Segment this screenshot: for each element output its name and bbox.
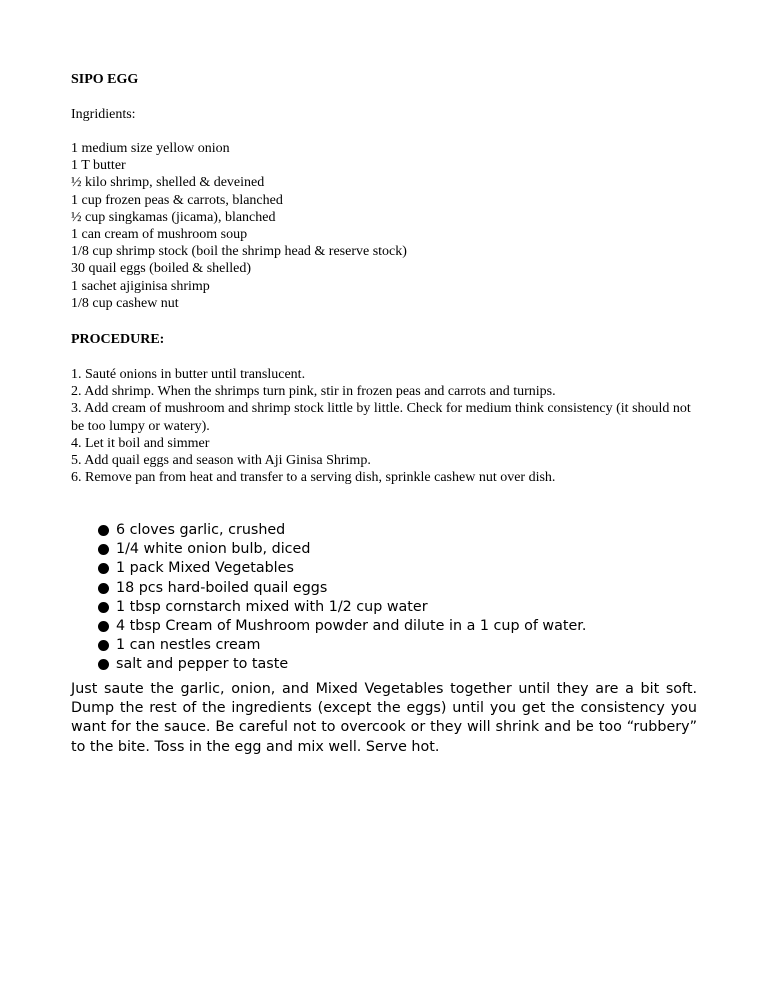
alternate-ingredient-item	[98, 540, 586, 559]
procedure-heading: PROCEDURE:	[71, 332, 165, 347]
procedure-step: 4. Let it boil and simmer	[71, 435, 210, 451]
bullet-icon	[98, 640, 109, 651]
alternate-ingredient-item	[98, 521, 586, 540]
ingredient-item: ½ kilo shrimp, shelled & deveined	[71, 175, 265, 191]
bullet-icon	[98, 583, 109, 594]
bullet-icon	[98, 563, 109, 574]
alternate-ingredient-text: salt and pepper to taste	[116, 656, 289, 673]
ingredient-item: 1 cup frozen peas & carrots, blanched	[71, 192, 283, 208]
procedure-step: 5. Add quail eggs and season with Aji Ginisa Shrimp.	[71, 453, 371, 469]
ingredients-heading: Ingridients:	[71, 107, 136, 122]
ingredient-item: 1 T butter	[71, 158, 126, 174]
bullet-icon	[98, 659, 109, 670]
alternate-ingredient-text: 1 pack Mixed Vegetables	[116, 560, 294, 577]
procedure-step: 6. Remove pan from heat and transfer to a serving dish, sprinkle cashew nut over dish.	[71, 470, 556, 486]
alternate-ingredient-text: 18 pcs hard-boiled quail eggs	[116, 579, 328, 596]
ingredient-item: 1 medium size yellow onion	[71, 141, 230, 156]
alternate-ingredient-item	[98, 655, 586, 674]
alternate-ingredients-list	[98, 521, 586, 675]
procedure-step: 1. Sauté onions in butter until translucent.	[71, 367, 306, 382]
bullet-icon	[98, 544, 109, 555]
alternate-ingredient-text: 1 can nestles cream	[116, 637, 261, 654]
alternate-ingredient-text: 4 tbsp Cream of Mushroom powder and dilute in a 1 cup of water.	[116, 618, 587, 635]
procedure-step: 2. Add shrimp. When the shrimps turn pink, stir in frozen peas and carrots and turnips.	[71, 384, 556, 400]
ingredients-list	[71, 140, 407, 312]
bullet-icon	[98, 602, 109, 613]
ingredient-item: 1/8 cup shrimp stock (boil the shrimp head & reserve stock)	[71, 244, 407, 260]
bullet-icon	[98, 525, 109, 536]
alternate-ingredient-text: 1/4 white onion bulb, diced	[116, 541, 311, 558]
ingredient-item: 1 sachet ajiginisa shrimp	[71, 278, 210, 294]
ingredient-item: ½ cup singkamas (jicama), blanched	[71, 209, 276, 225]
alternate-ingredient-item	[98, 617, 586, 636]
alternate-ingredient-item	[98, 559, 586, 578]
recipe-title: SIPO EGG	[71, 72, 139, 87]
procedure-list	[71, 366, 691, 486]
alternate-ingredient-text: 1 tbsp cornstarch mixed with 1/2 cup water	[116, 598, 428, 615]
procedure-step: 3. Add cream of mushroom and shrimp stock little by little. Check for medium think consistency (it should not be too lumpy or watery).	[71, 401, 691, 434]
alternate-ingredient-item	[98, 636, 586, 655]
ingredient-item: 1/8 cup cashew nut	[71, 295, 179, 311]
ingredient-item: 1 can cream of mushroom soup	[71, 227, 248, 243]
alternate-ingredient-text: 6 cloves garlic, crushed	[116, 522, 286, 538]
alternate-directions: Just saute the garlic, onion, and Mixed Vegetables together until they are a bit soft. Dump the rest of the ingredients (except the eggs) until you get the consistency you want for the sauce. Be careful not to overcook or they will shrink and be too “rubbery” to the bite. Toss in the egg and mix well. Serve hot.	[71, 681, 697, 755]
ingredient-item: 30 quail eggs (boiled & shelled)	[71, 261, 252, 277]
alternate-ingredient-item	[98, 579, 586, 598]
bullet-icon	[98, 621, 109, 632]
alternate-ingredient-item	[98, 598, 586, 617]
